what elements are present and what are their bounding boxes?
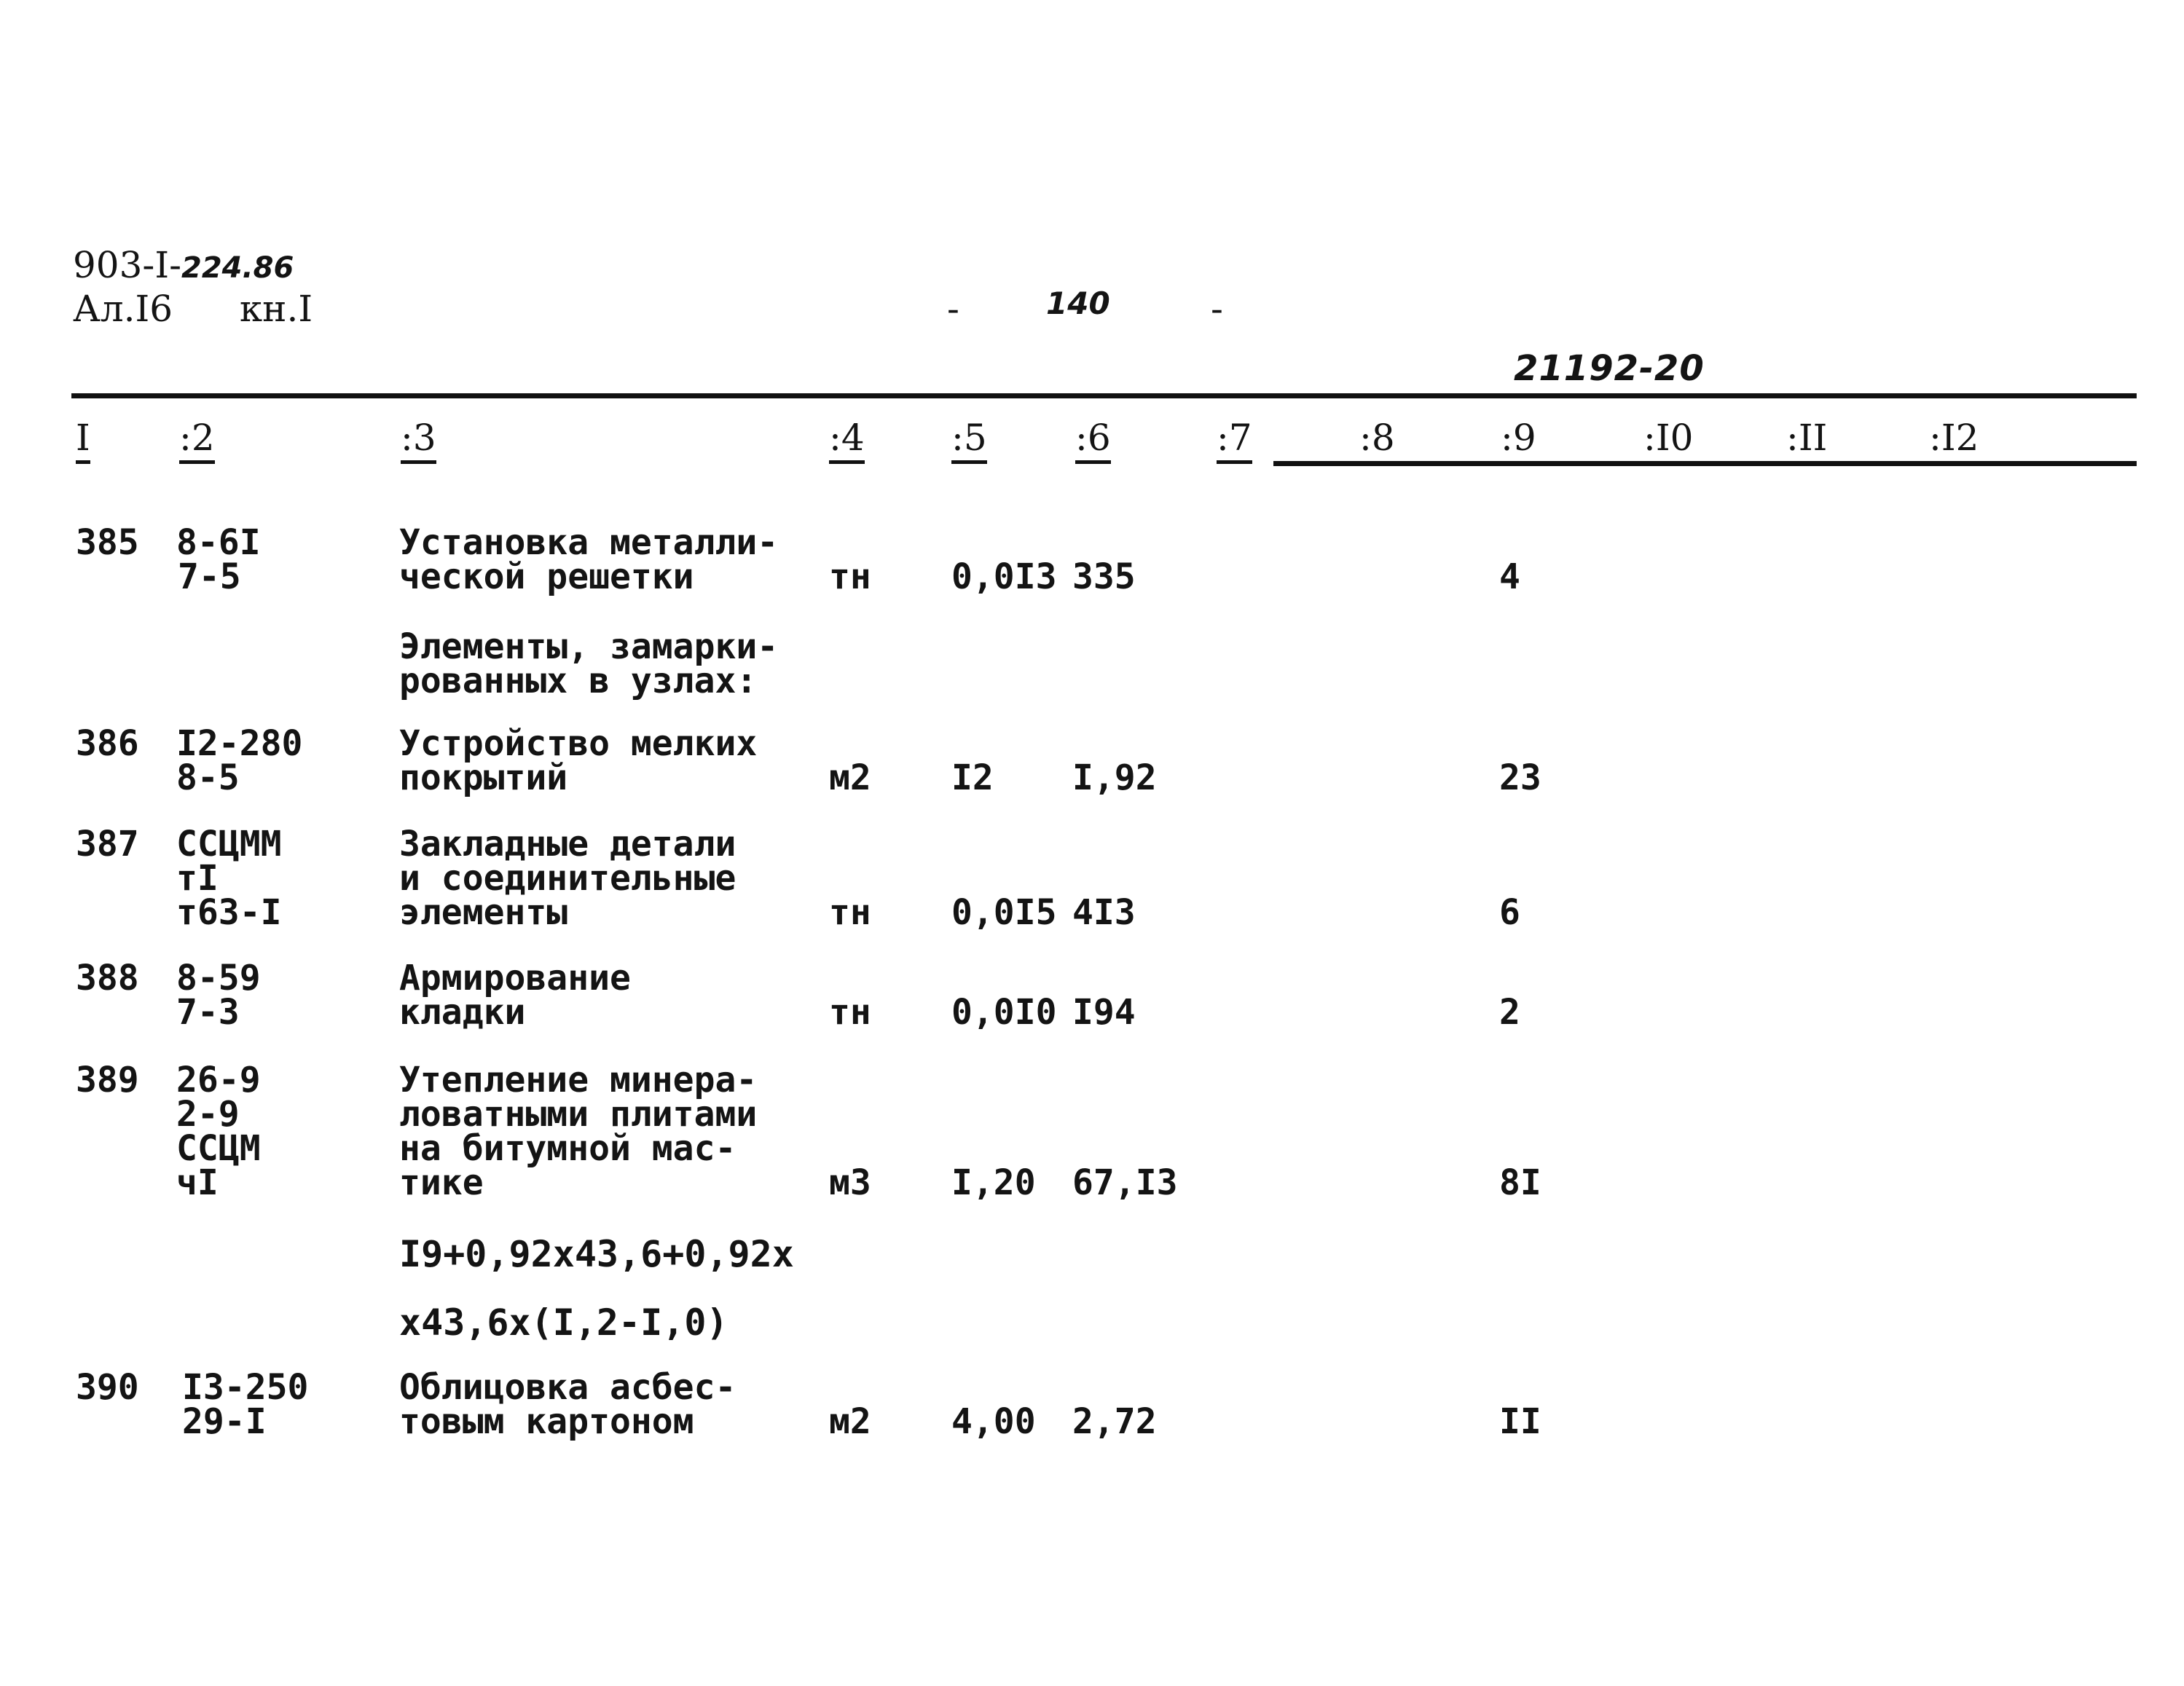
row-unit: м2	[829, 1401, 871, 1442]
elements-heading: Элементы, замарки- рованных в узлах:	[399, 626, 779, 701]
column-header: :8	[1359, 417, 1395, 459]
row-code: ССЦММ тI т63-I	[176, 824, 282, 933]
row-price: I94	[1072, 992, 1136, 1033]
header-underline-right	[1273, 461, 2137, 466]
formula-line: I9+0,92х43,6+0,92х	[399, 1233, 794, 1275]
column-header: :I0	[1643, 417, 1694, 459]
document-code	[73, 246, 294, 287]
row-number: 388	[76, 958, 139, 998]
column-header: :7	[1217, 417, 1252, 464]
row-quantity: I2	[951, 757, 994, 798]
row-quantity: 4,00	[951, 1401, 1036, 1442]
row-description: Облицовка асбес- товым картоном	[399, 1367, 736, 1442]
album-label: Ал.I6	[73, 288, 173, 330]
column-header: :2	[179, 417, 215, 464]
page-number: 140	[1046, 285, 1110, 321]
row-description: Закладные детали и соединительные элементы	[399, 824, 736, 933]
row-code: 26-9 2-9 ССЦМ чI	[176, 1060, 261, 1203]
column-header: :6	[1075, 417, 1111, 464]
row-price: 67,I3	[1072, 1162, 1178, 1203]
column-header: :4	[829, 417, 865, 464]
row-code: I3-250 29-I	[182, 1367, 309, 1442]
row-quantity: I,20	[951, 1162, 1036, 1203]
row-total: 23	[1499, 757, 1541, 798]
row-price: 4I3	[1072, 892, 1136, 933]
row-number: 387	[76, 824, 139, 864]
row-total: 4	[1499, 556, 1520, 597]
row-description: Установка металли- ческой решетки	[399, 522, 779, 597]
row-total: 6	[1499, 892, 1520, 933]
row-code: 8-6I 7-5	[176, 522, 261, 597]
row-price: 335	[1072, 556, 1136, 597]
row-code: 8-59 7-3	[176, 958, 261, 1033]
row-number: 390	[76, 1367, 139, 1408]
page-dash-right: -	[1211, 288, 1223, 330]
row-description: Утепление минера- ловатными плитами на битумной мас- тике	[399, 1060, 758, 1203]
row-number: 386	[76, 723, 139, 764]
book-label: кн.I	[239, 288, 313, 330]
row-description: Устройство мелких покрытий	[399, 723, 758, 798]
top-rule	[71, 393, 2137, 398]
row-unit: м2	[829, 757, 871, 798]
row-total: II	[1499, 1401, 1541, 1442]
row-unit: тн	[829, 556, 871, 597]
row-quantity: 0,0I3	[951, 556, 1057, 597]
row-unit: м3	[829, 1162, 871, 1203]
page-dash-left: -	[947, 288, 959, 330]
column-header: :3	[401, 417, 436, 464]
column-header: :9	[1501, 417, 1536, 459]
row-code: I2-280 8-5	[176, 723, 303, 798]
row-number: 389	[76, 1060, 139, 1100]
document-code-printed: 903-I-	[73, 244, 181, 286]
album-book-label	[73, 290, 313, 328]
stamp-number: 21192-20	[1514, 348, 1705, 389]
row-unit: тн	[829, 992, 871, 1033]
formula-line: х43,6х(I,2-I,0)	[399, 1301, 728, 1344]
row-quantity: 0,0I5	[951, 892, 1057, 933]
row-number: 385	[76, 522, 139, 563]
column-header: :I2	[1929, 417, 1979, 459]
row-total: 2	[1499, 992, 1520, 1033]
column-header: I	[76, 417, 90, 464]
column-header: :5	[951, 417, 987, 464]
row-description: Армирование кладки	[399, 958, 631, 1033]
row-price: 2,72	[1072, 1401, 1157, 1442]
row-quantity: 0,0I0	[951, 992, 1057, 1033]
document-code-handwritten: 224.86	[181, 251, 294, 285]
column-header: :II	[1786, 417, 1828, 459]
row-unit: тн	[829, 892, 871, 933]
row-price: I,92	[1072, 757, 1157, 798]
row-total: 8I	[1499, 1162, 1541, 1203]
